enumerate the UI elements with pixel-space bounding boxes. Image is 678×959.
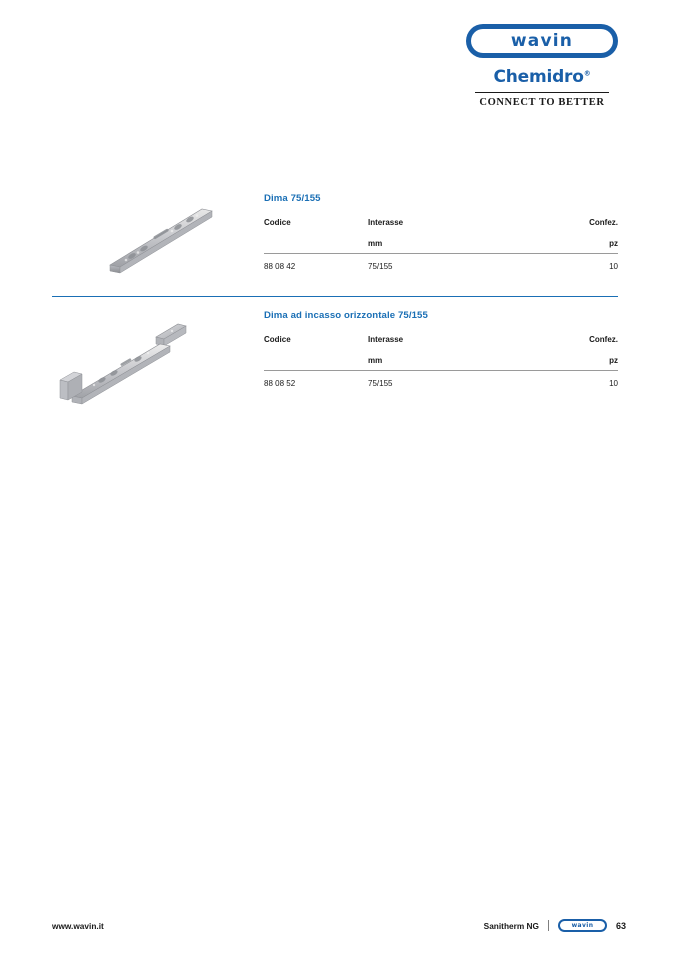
value-confezione: 10 [609, 262, 618, 271]
product-spec-values [264, 371, 618, 388]
section-divider [52, 296, 618, 297]
table-header-row [264, 218, 618, 239]
brand-logo-block [466, 24, 618, 108]
product-spec-values [264, 254, 618, 271]
unit-interasse: mm [368, 356, 383, 365]
unit-codice [264, 239, 368, 253]
page-number: 63 [615, 920, 626, 931]
unit-codice [264, 356, 368, 370]
unit-interasse: mm [368, 239, 383, 248]
footer-website[interactable]: www.wavin.it [52, 920, 104, 931]
value-confezione: 10 [609, 379, 618, 388]
column-header-confezione: Confez. [589, 218, 618, 227]
column-header-confezione: Confez. [589, 335, 618, 344]
footer-wavin-wordmark: wavin [571, 921, 594, 929]
footer-right-group [484, 919, 626, 932]
product-info [252, 310, 618, 388]
product-spec-table [264, 218, 618, 253]
value-codice: 88 08 52 [264, 379, 296, 388]
column-header-interasse: Interasse [368, 335, 404, 344]
wavin-logo-inner [471, 29, 613, 53]
product-info [252, 193, 618, 271]
footer-separator [548, 920, 549, 931]
table-units-row [264, 356, 618, 370]
value-codice: 88 08 42 [264, 262, 296, 271]
chemidro-wordmark [493, 67, 590, 87]
product-title: Dima ad incasso orizzontale 75/155 [264, 310, 428, 321]
brand-tagline: CONNECT TO BETTER [479, 97, 605, 108]
dima-straight-template-photo [52, 193, 252, 283]
product-entry [52, 193, 618, 283]
table-row [264, 371, 618, 388]
table-row [264, 254, 618, 271]
table-header-row [264, 335, 618, 356]
product-title: Dima 75/155 [264, 193, 321, 204]
unit-confezione: pz [609, 239, 618, 248]
column-header-interasse: Interasse [368, 218, 404, 227]
footer-wavin-logo [558, 919, 607, 932]
column-header-codice: Codice [264, 335, 291, 344]
dima-recessed-horizontal-template-photo [52, 310, 252, 400]
table-units-row [264, 239, 618, 253]
value-interasse: 75/155 [368, 379, 393, 388]
registered-mark-icon: ® [583, 69, 591, 78]
chemidro-text: Chemidro [493, 67, 584, 87]
value-interasse: 75/155 [368, 262, 393, 271]
wavin-logo [466, 24, 618, 58]
product-entry [52, 310, 618, 400]
tagline-divider [475, 92, 609, 93]
unit-confezione: pz [609, 356, 618, 365]
footer-product-line: Sanitherm NG [483, 920, 539, 931]
wavin-wordmark: wavin [510, 30, 574, 51]
page-footer [52, 919, 626, 932]
column-header-codice: Codice [264, 218, 291, 227]
product-spec-table [264, 335, 618, 370]
footer-wavin-logo-inner [560, 921, 605, 930]
